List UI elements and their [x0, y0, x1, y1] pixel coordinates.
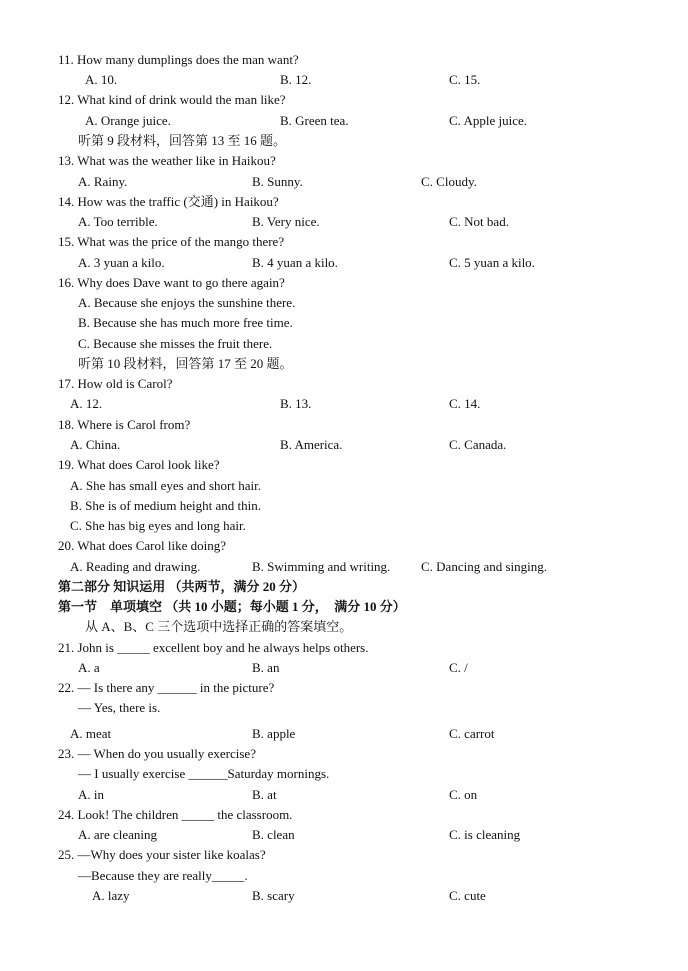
line-text: A. Rainy. — [78, 174, 128, 189]
line-text: 22. — Is there any ______ in the picture? — [58, 680, 275, 695]
text-line — [0, 516, 688, 536]
text-line — [0, 111, 688, 131]
text-line — [0, 334, 688, 354]
line-text: A. are cleaning — [78, 827, 158, 842]
text-line — [0, 825, 688, 845]
line-text: 第二部分 知识运用 （共两节，满分 20 分） — [58, 579, 306, 594]
option-text: B. apple — [252, 726, 296, 741]
option-text: B. scary — [252, 888, 295, 903]
text-line — [0, 172, 688, 192]
line-text: A. She has small eyes and short hair. — [70, 478, 261, 493]
option-text: C. on — [449, 787, 478, 802]
line-text: A. in — [78, 787, 104, 802]
text-line — [0, 212, 688, 232]
option-text: B. Swimming and writing. — [252, 559, 391, 574]
line-text: — Yes, there is. — [78, 700, 161, 715]
text-line — [0, 273, 688, 293]
text-line — [0, 313, 688, 333]
text-line — [0, 151, 688, 171]
option-text: C. Cloudy. — [421, 174, 477, 189]
line-text: 20. What does Carol like doing? — [58, 538, 227, 553]
line-text: 19. What does Carol look like? — [58, 457, 220, 472]
text-line — [0, 658, 688, 678]
line-text: 11. How many dumplings does the man want? — [58, 52, 299, 67]
line-text: A. 3 yuan a kilo. — [78, 255, 165, 270]
text-line — [0, 232, 688, 252]
line-text: A. meat — [70, 726, 112, 741]
option-text: C. Not bad. — [449, 214, 509, 229]
text-line — [0, 90, 688, 110]
text-line — [0, 455, 688, 475]
option-text: B. Sunny. — [252, 174, 303, 189]
text-line — [0, 724, 688, 744]
line-text: A. Because she enjoys the sunshine there. — [78, 295, 296, 310]
line-text: A. a — [78, 660, 100, 675]
text-line — [0, 374, 688, 394]
line-text: A. Orange juice. — [85, 113, 171, 128]
line-text: 25. —Why does your sister like koalas? — [58, 847, 266, 862]
line-text: 15. What was the price of the mango there? — [58, 234, 285, 249]
line-text: A. Too terrible. — [78, 214, 158, 229]
text-line — [0, 131, 688, 151]
option-text: B. at — [252, 787, 277, 802]
option-text: B. 4 yuan a kilo. — [252, 255, 338, 270]
option-text: C. Apple juice. — [449, 113, 527, 128]
text-line — [0, 845, 688, 865]
line-text: C. Because she misses the fruit there. — [78, 336, 273, 351]
text-line — [0, 866, 688, 886]
text-line — [0, 764, 688, 784]
line-text: A. 10. — [85, 72, 118, 87]
option-text: C. 5 yuan a kilo. — [449, 255, 535, 270]
line-text: 17. How old is Carol? — [58, 376, 173, 391]
line-text: 第一节 单项填空 （共 10 小题；每小题 1 分， 满分 10 分） — [58, 599, 406, 614]
text-line — [0, 744, 688, 764]
text-line — [0, 805, 688, 825]
text-line — [0, 577, 688, 597]
text-line — [0, 394, 688, 414]
line-text: 从 A、B、C 三个选项中选择正确的答案填空。 — [85, 619, 353, 634]
text-line — [0, 536, 688, 556]
line-text: 24. Look! The children _____ the classroom. — [58, 807, 293, 822]
option-text: B. Green tea. — [280, 113, 349, 128]
line-text: A. lazy — [92, 888, 130, 903]
text-line — [0, 785, 688, 805]
option-text: C. 14. — [449, 396, 481, 411]
text-line — [0, 192, 688, 212]
text-line — [0, 698, 688, 718]
line-text: 18. Where is Carol from? — [58, 417, 191, 432]
text-line — [0, 476, 688, 496]
text-line — [0, 617, 688, 637]
line-text: 23. — When do you usually exercise? — [58, 746, 256, 761]
option-text: C. 15. — [449, 72, 481, 87]
text-line — [0, 50, 688, 70]
line-text: B. Because she has much more free time. — [78, 315, 293, 330]
line-text: — I usually exercise ______Saturday mornings. — [78, 766, 330, 781]
option-text: B. America. — [280, 437, 343, 452]
text-line — [0, 886, 688, 906]
option-text: C. / — [449, 660, 468, 675]
option-text: C. is cleaning — [449, 827, 521, 842]
line-text: 14. How was the traffic (交通) in Haikou? — [58, 194, 279, 209]
line-text: A. China. — [70, 437, 121, 452]
text-line — [0, 597, 688, 617]
option-text: B. 12. — [280, 72, 312, 87]
line-text: B. She is of medium height and thin. — [70, 498, 262, 513]
text-line — [0, 253, 688, 273]
line-text: 听第 9 段材料，回答第 13 至 16 题。 — [78, 133, 287, 148]
option-text: C. Dancing and singing. — [421, 559, 548, 574]
text-line — [0, 293, 688, 313]
option-text: B. Very nice. — [252, 214, 320, 229]
text-line — [0, 557, 688, 577]
line-text: C. She has big eyes and long hair. — [70, 518, 246, 533]
text-line — [0, 435, 688, 455]
line-text: 12. What kind of drink would the man like? — [58, 92, 286, 107]
option-text: B. clean — [252, 827, 295, 842]
text-line — [0, 678, 688, 698]
line-text: A. 12. — [70, 396, 103, 411]
option-text: C. cute — [449, 888, 486, 903]
option-text: C. Canada. — [449, 437, 507, 452]
option-text: B. 13. — [280, 396, 312, 411]
text-line — [0, 638, 688, 658]
line-text: A. Reading and drawing. — [70, 559, 201, 574]
option-text: B. an — [252, 660, 280, 675]
text-line — [0, 415, 688, 435]
line-text: 听第 10 段材料，回答第 17 至 20 题。 — [78, 356, 293, 371]
line-text: —Because they are really_____. — [78, 868, 248, 883]
line-text: 13. What was the weather like in Haikou? — [58, 153, 276, 168]
text-line — [0, 70, 688, 90]
text-line — [0, 496, 688, 516]
line-text: 16. Why does Dave want to go there again? — [58, 275, 285, 290]
option-text: C. carrot — [449, 726, 495, 741]
text-line — [0, 354, 688, 374]
line-text: 21. John is _____ excellent boy and he always helps others. — [58, 640, 369, 655]
